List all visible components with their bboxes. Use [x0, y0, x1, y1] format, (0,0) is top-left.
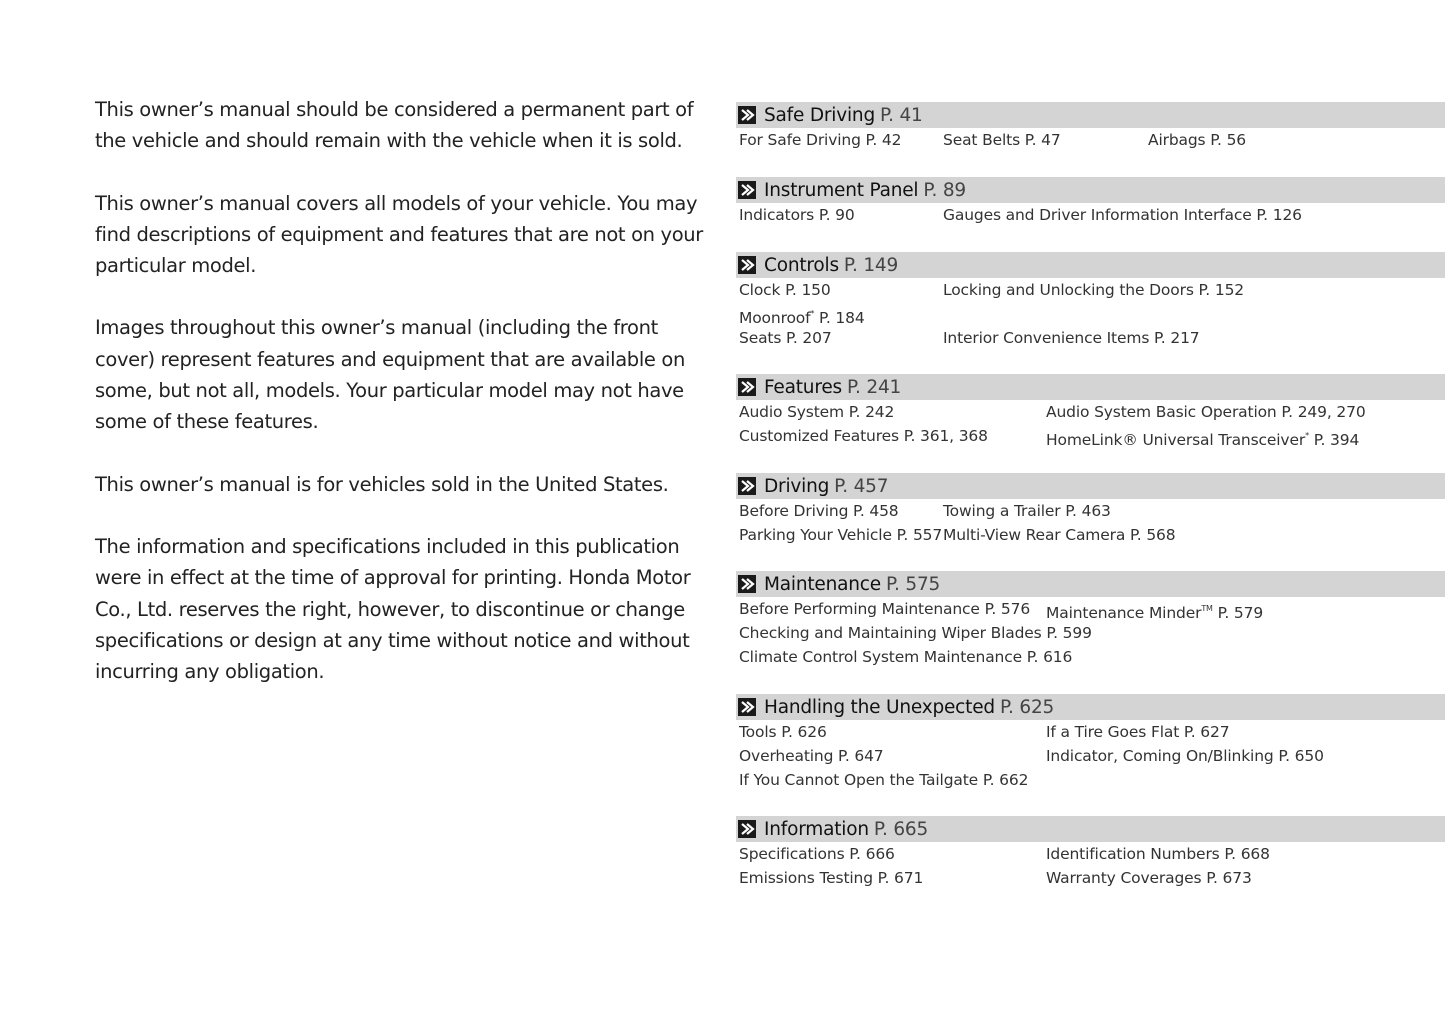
toc-section-controls [736, 252, 1445, 350]
toc-link[interactable]: Interior Convenience Items P. 217 [943, 329, 1200, 347]
toc-link[interactable]: If You Cannot Open the Tailgate P. 662 [739, 771, 1029, 789]
toc-section-driving [736, 473, 1445, 547]
link-text: Maintenance Minder [1046, 604, 1202, 622]
chevron-right-box-icon [738, 575, 756, 593]
intro-paragraph: Images throughout this owner’s manual (including the front cover) represent features and equipment that are available on some, but not all, models. Your particular model may not have some of these features. [95, 316, 685, 434]
chevron-right-box-icon [738, 181, 756, 199]
section-title: Information [764, 818, 869, 840]
section-page: P. 149 [843, 254, 899, 276]
toc-section-information [736, 816, 1445, 890]
intro-paragraph: This owner’s manual should be considered a permanent part of the vehicle and should remain with the vehicle when it is sold. [95, 98, 694, 153]
toc-section-instrument-panel [736, 177, 1445, 227]
toc-section-header[interactable] [736, 473, 1445, 499]
link-page: P. 184 [814, 309, 865, 327]
link-text: HomeLink® Universal Transceiver [1046, 431, 1306, 449]
toc-link[interactable]: Checking and Maintaining Wiper Blades P. 599 [739, 624, 1092, 642]
chevron-right-box-icon [738, 477, 756, 495]
chevron-right-box-icon [738, 106, 756, 124]
toc-link[interactable]: Audio System P. 242 [739, 403, 895, 421]
section-page: P. 241 [846, 376, 902, 398]
section-page: P. 457 [834, 475, 889, 497]
section-title: Controls [764, 254, 839, 276]
intro-text [95, 94, 717, 718]
link-text: Moonroof [739, 309, 811, 327]
toc-link[interactable]: Multi-View Rear Camera P. 568 [943, 526, 1176, 544]
chevron-right-box-icon [738, 378, 756, 396]
toc-section-header[interactable] [736, 252, 1445, 278]
footnote-mark: * [1305, 431, 1309, 440]
toc-link[interactable]: Warranty Coverages P. 673 [1046, 869, 1252, 887]
toc-link[interactable]: Before Performing Maintenance P. 576 [739, 600, 1031, 618]
toc-link[interactable]: If a Tire Goes Flat P. 627 [1046, 723, 1230, 741]
chevron-right-box-icon [738, 820, 756, 838]
toc-link[interactable]: Emissions Testing P. 671 [739, 869, 924, 887]
toc-link[interactable]: Parking Your Vehicle P. 557 [739, 526, 943, 544]
section-page: P. 575 [885, 573, 941, 595]
section-page: P. 665 [873, 818, 929, 840]
toc-link[interactable]: Towing a Trailer P. 463 [943, 502, 1111, 520]
toc-link[interactable]: Before Driving P. 458 [739, 502, 899, 520]
toc-section-features [736, 374, 1445, 448]
toc-section-header[interactable] [736, 374, 1445, 400]
link-page: P. 394 [1308, 431, 1360, 449]
section-title: Maintenance [764, 573, 881, 595]
toc-section-maintenance [736, 571, 1445, 669]
toc-section-header[interactable] [736, 694, 1445, 720]
section-title: Features [764, 376, 842, 398]
toc-link[interactable]: Indicator, Coming On/Blinking P. 650 [1046, 747, 1324, 765]
toc-link[interactable]: Clock P. 150 [739, 281, 831, 299]
intro-paragraph: The information and specifications included in this publication were in effect at the time of approval for printing. Honda Motor Co., Ltd. reserves the right, however, to discontinue or change specifications or design at any time without notice and without incurring any obligation. [95, 534, 691, 684]
toc-section-handling-the-unexpected [736, 694, 1445, 792]
toc-link[interactable]: Locking and Unlocking the Doors P. 152 [943, 281, 1244, 299]
toc-link[interactable]: Indicators P. 90 [739, 206, 855, 224]
toc-link[interactable]: Seat Belts P. 47 [943, 131, 1061, 149]
toc-link[interactable]: Seats P. 207 [739, 329, 832, 347]
toc-link[interactable]: Audio System Basic Operation P. 249, 270 [1046, 403, 1366, 421]
toc-link[interactable]: Identification Numbers P. 668 [1046, 845, 1270, 863]
intro-paragraph: This owner’s manual covers all models of your vehicle. You may find descriptions of equipment and features that are not on your particular model. [95, 191, 703, 278]
section-page: P. 89 [923, 179, 966, 201]
toc-link[interactable]: Airbags P. 56 [1148, 131, 1247, 149]
toc-section-safe-driving [736, 102, 1445, 152]
toc-section-header[interactable] [736, 102, 1445, 128]
toc-link[interactable]: Gauges and Driver Information Interface P. 126 [943, 206, 1302, 224]
toc-section-header[interactable] [736, 177, 1445, 203]
section-title: Safe Driving [764, 104, 876, 126]
toc-link[interactable] [1046, 424, 1359, 452]
section-title: Driving [764, 475, 830, 497]
toc-section-header[interactable] [736, 816, 1445, 842]
chevron-right-box-icon [738, 698, 756, 716]
intro-paragraph: This owner’s manual is for vehicles sold in the United States. [95, 472, 669, 496]
section-page: P. 625 [999, 696, 1055, 718]
toc-link[interactable]: Tools P. 626 [739, 723, 827, 741]
toc-section-header[interactable] [736, 571, 1445, 597]
toc-link[interactable]: Customized Features P. 361, 368 [739, 427, 988, 445]
section-page: P. 41 [880, 104, 923, 126]
link-page: P. 579 [1212, 604, 1264, 622]
toc-link[interactable]: Specifications P. 666 [739, 845, 895, 863]
toc-link[interactable]: Overheating P. 647 [739, 747, 884, 765]
footnote-mark: * [810, 309, 815, 318]
toc-link[interactable]: For Safe Driving P. 42 [739, 131, 902, 149]
section-title: Handling the Unexpected [764, 696, 995, 718]
chevron-right-box-icon [738, 256, 756, 274]
trademark-mark: TM [1201, 604, 1213, 613]
section-title: Instrument Panel [764, 179, 919, 201]
toc-link[interactable]: Climate Control System Maintenance P. 616 [739, 648, 1073, 666]
